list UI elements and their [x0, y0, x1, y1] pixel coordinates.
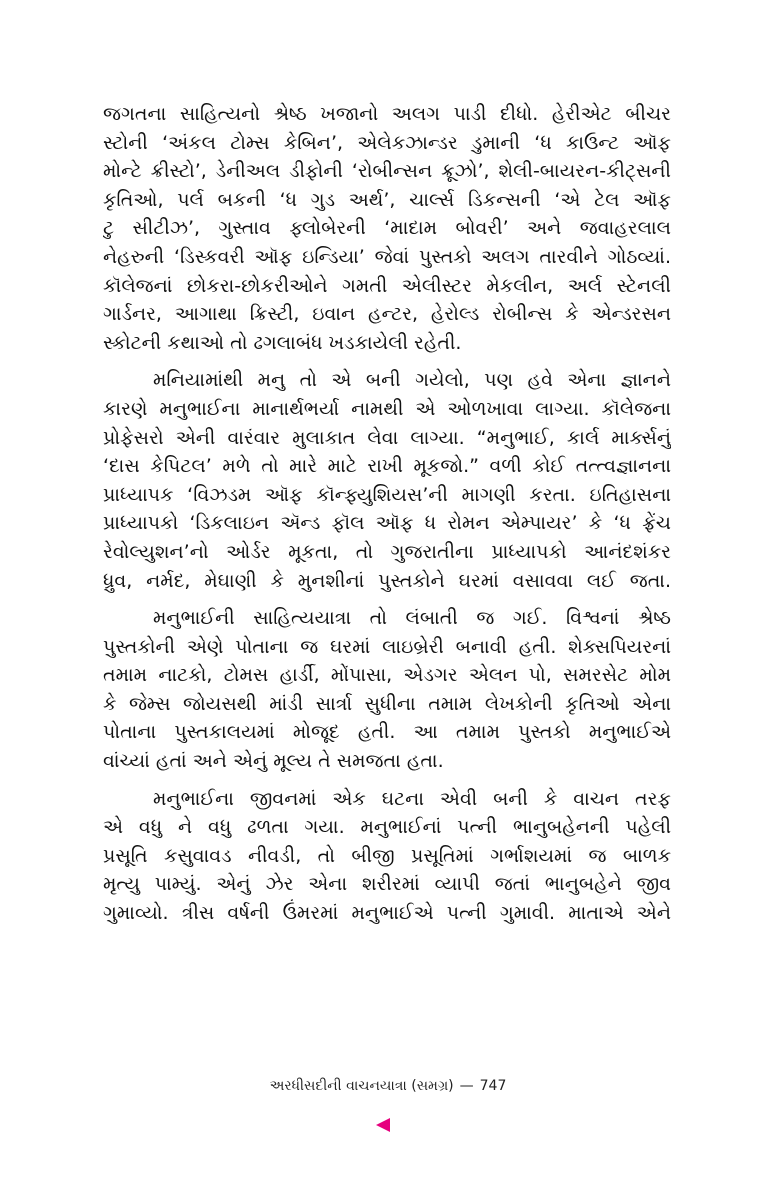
text-line: ગાર્ડનર, આગાથા ક્રિસ્ટી, ઇવાન હન્ટર, હેરોલ્ડ રોબીન્સ કે એન્ડરસન [103, 303, 671, 326]
text-line: પ્રસૂતિ કસુવાવડ નીવડી, તો બીજી પ્રસૂતિમાં ગર્ભાશયમાં જ બાળક [103, 844, 671, 867]
text-line: નેહરુની ‘ડિસ્કવરી ઑફ ઇન્ડિયા’ જેવાં પુસ્તકો અલગ તારવીને ગોઠવ્યાં. [103, 245, 671, 268]
text-line: મનુભાઈની સાહિત્યયાત્રા તો લંબાતી જ ગઈ. વિશ્વનાં શ્રેષ્ઠ [153, 607, 671, 630]
text-line: મોન્ટે ક્રીસ્ટો’, ડેનીઅલ ડીફોની ‘રોબીન્સન ક્રૂઝો’, શેલી-બાયરન-કીટ્સની [103, 160, 671, 183]
text-line: તમામ નાટકો, ટોમસ હાર્ડી, મોંપાસા, એડગર એલન પો, સમરસેટ મોમ [103, 664, 671, 687]
text-line: ‘દાસ કેપિટલ’ મળે તો મારે માટે રાખી મૂકજો.” વળી કોઈ તત્ત્વજ્ઞાનના [103, 455, 671, 478]
text-line: કૃતિઓ, પર્લ બકની ‘ધ ગુડ અર્થ’, ચાર્લ્સ ડિકન્સની ‘એ ટેલ ઑફ [103, 188, 671, 211]
text-line: એ વધુ ને વધુ ઢળતા ગયા. મનુભાઈનાં પત્ની ભાનુબહેનની પહેલી [103, 816, 671, 839]
page-body [103, 100, 671, 928]
text-line: ટુ સીટીઝ’, ગુસ્તાવ ફ્લોબેરની ‘માદામ બોવરી’ અને જવાહરલાલ [103, 217, 671, 240]
paragraph-1 [103, 100, 671, 357]
text-line: મનુભાઈના જીવનમાં એક ઘટના એવી બની કે વાચન તરફ [153, 787, 671, 810]
text-line: જગતના સાહિત્યનો શ્રેષ્ઠ ખજાનો અલગ પાડી દીધો. હેરીએટ બીચર [103, 103, 671, 125]
text-line-last: સ્કોટની કથાઓ તો ઢગલાબંધ ખડકાયેલી રહેતી. [103, 331, 462, 354]
left-triangle-icon[interactable] [376, 1118, 390, 1132]
paragraph-2 [103, 366, 671, 595]
paragraph-3 [103, 604, 671, 776]
text-line: પ્રાધ્યાપક ‘વિઝડમ ઑફ કૉન્ફ્યુશિયસ’ની માગણી કરતા. ઇતિહાસના [103, 483, 671, 506]
text-line: પુસ્તકોની એણે પોતાના જ ઘરમાં લાઇબ્રેરી બનાવી હતી. શેક્સપિયરનાં [103, 635, 671, 658]
text-line: કારણે મનુભાઈના માનાર્થભર્યા નામથી એ ઓળખાવા લાગ્યા. કૉલેજના [103, 397, 671, 420]
text-line: મૃત્યુ પામ્યું. એનું ઝેર એના શરીરમાં વ્યાપી જતાં ભાનુબહેને જીવ [103, 873, 671, 896]
paragraph-4 [103, 785, 671, 928]
page-footer [0, 1078, 776, 1094]
text-line: પોતાના પુસ્તકાલયમાં મોજૂદ હતી. આ તમામ પુસ્તકો મનુભાઈએ [103, 721, 671, 744]
text-line: કે જેમ્સ જોયસથી માંડી સાર્ત્રા સુધીના તમામ લેખકોની કૃતિઓ એના [103, 692, 671, 715]
text-line-last: ધ્રુવ, નર્મદ, મેઘાણી કે મુનશીનાં પુસ્તકોને ઘરમાં વસાવવા લઈ જતા. [103, 569, 671, 592]
footer-separator: — [459, 1078, 474, 1094]
text-line: પ્રાધ્યાપકો ‘ડિકલાઇન ઍન્ડ ફૉલ ઑફ ધ રોમન એમ્પાયર’ કે ‘ધ ફ્રેંચ [103, 512, 671, 535]
text-line-last: વાંચ્યાં હતાં અને એનું મૂલ્ય તે સમજતા હતા. [103, 750, 444, 773]
text-line-last: ગુમાવ્યો. ત્રીસ વર્ષની ઉંમરમાં મનુભાઈએ પત્ની ગુમાવી. માતાએ એને [103, 902, 671, 925]
footer-book-title: અરધીસદીની વાચનયાત્રા (સમગ્ર) [269, 1078, 454, 1094]
footer-page-number: 747 [479, 1078, 507, 1094]
text-line: મનિયામાંથી મનુ તો એ બની ગયેલો, પણ હવે એના જ્ઞાનને [153, 369, 671, 392]
text-line: રેવોલ્યુશન’નો ઓર્ડર મૂકતા, તો ગુજરાતીના પ્રાધ્યાપકો આનંદશંકર [103, 540, 671, 563]
text-line: પ્રોફેસરો એની વારંવાર મુલાકાત લેવા લાગ્યા. “મનુભાઈ, કાર્લ માર્ક્સનું [103, 426, 671, 449]
text-line: સ્ટોની ‘અંકલ ટોમ્સ કેબિન’, એલેકઝાન્ડર ડુમાની ‘ધ કાઉન્ટ ઑફ [103, 131, 671, 154]
text-line: કૉલેજનાં છોકરા-છોકરીઓને ગમતી એલીસ્ટર મેકલીન, અર્લ સ્ટેનલી [103, 274, 671, 297]
